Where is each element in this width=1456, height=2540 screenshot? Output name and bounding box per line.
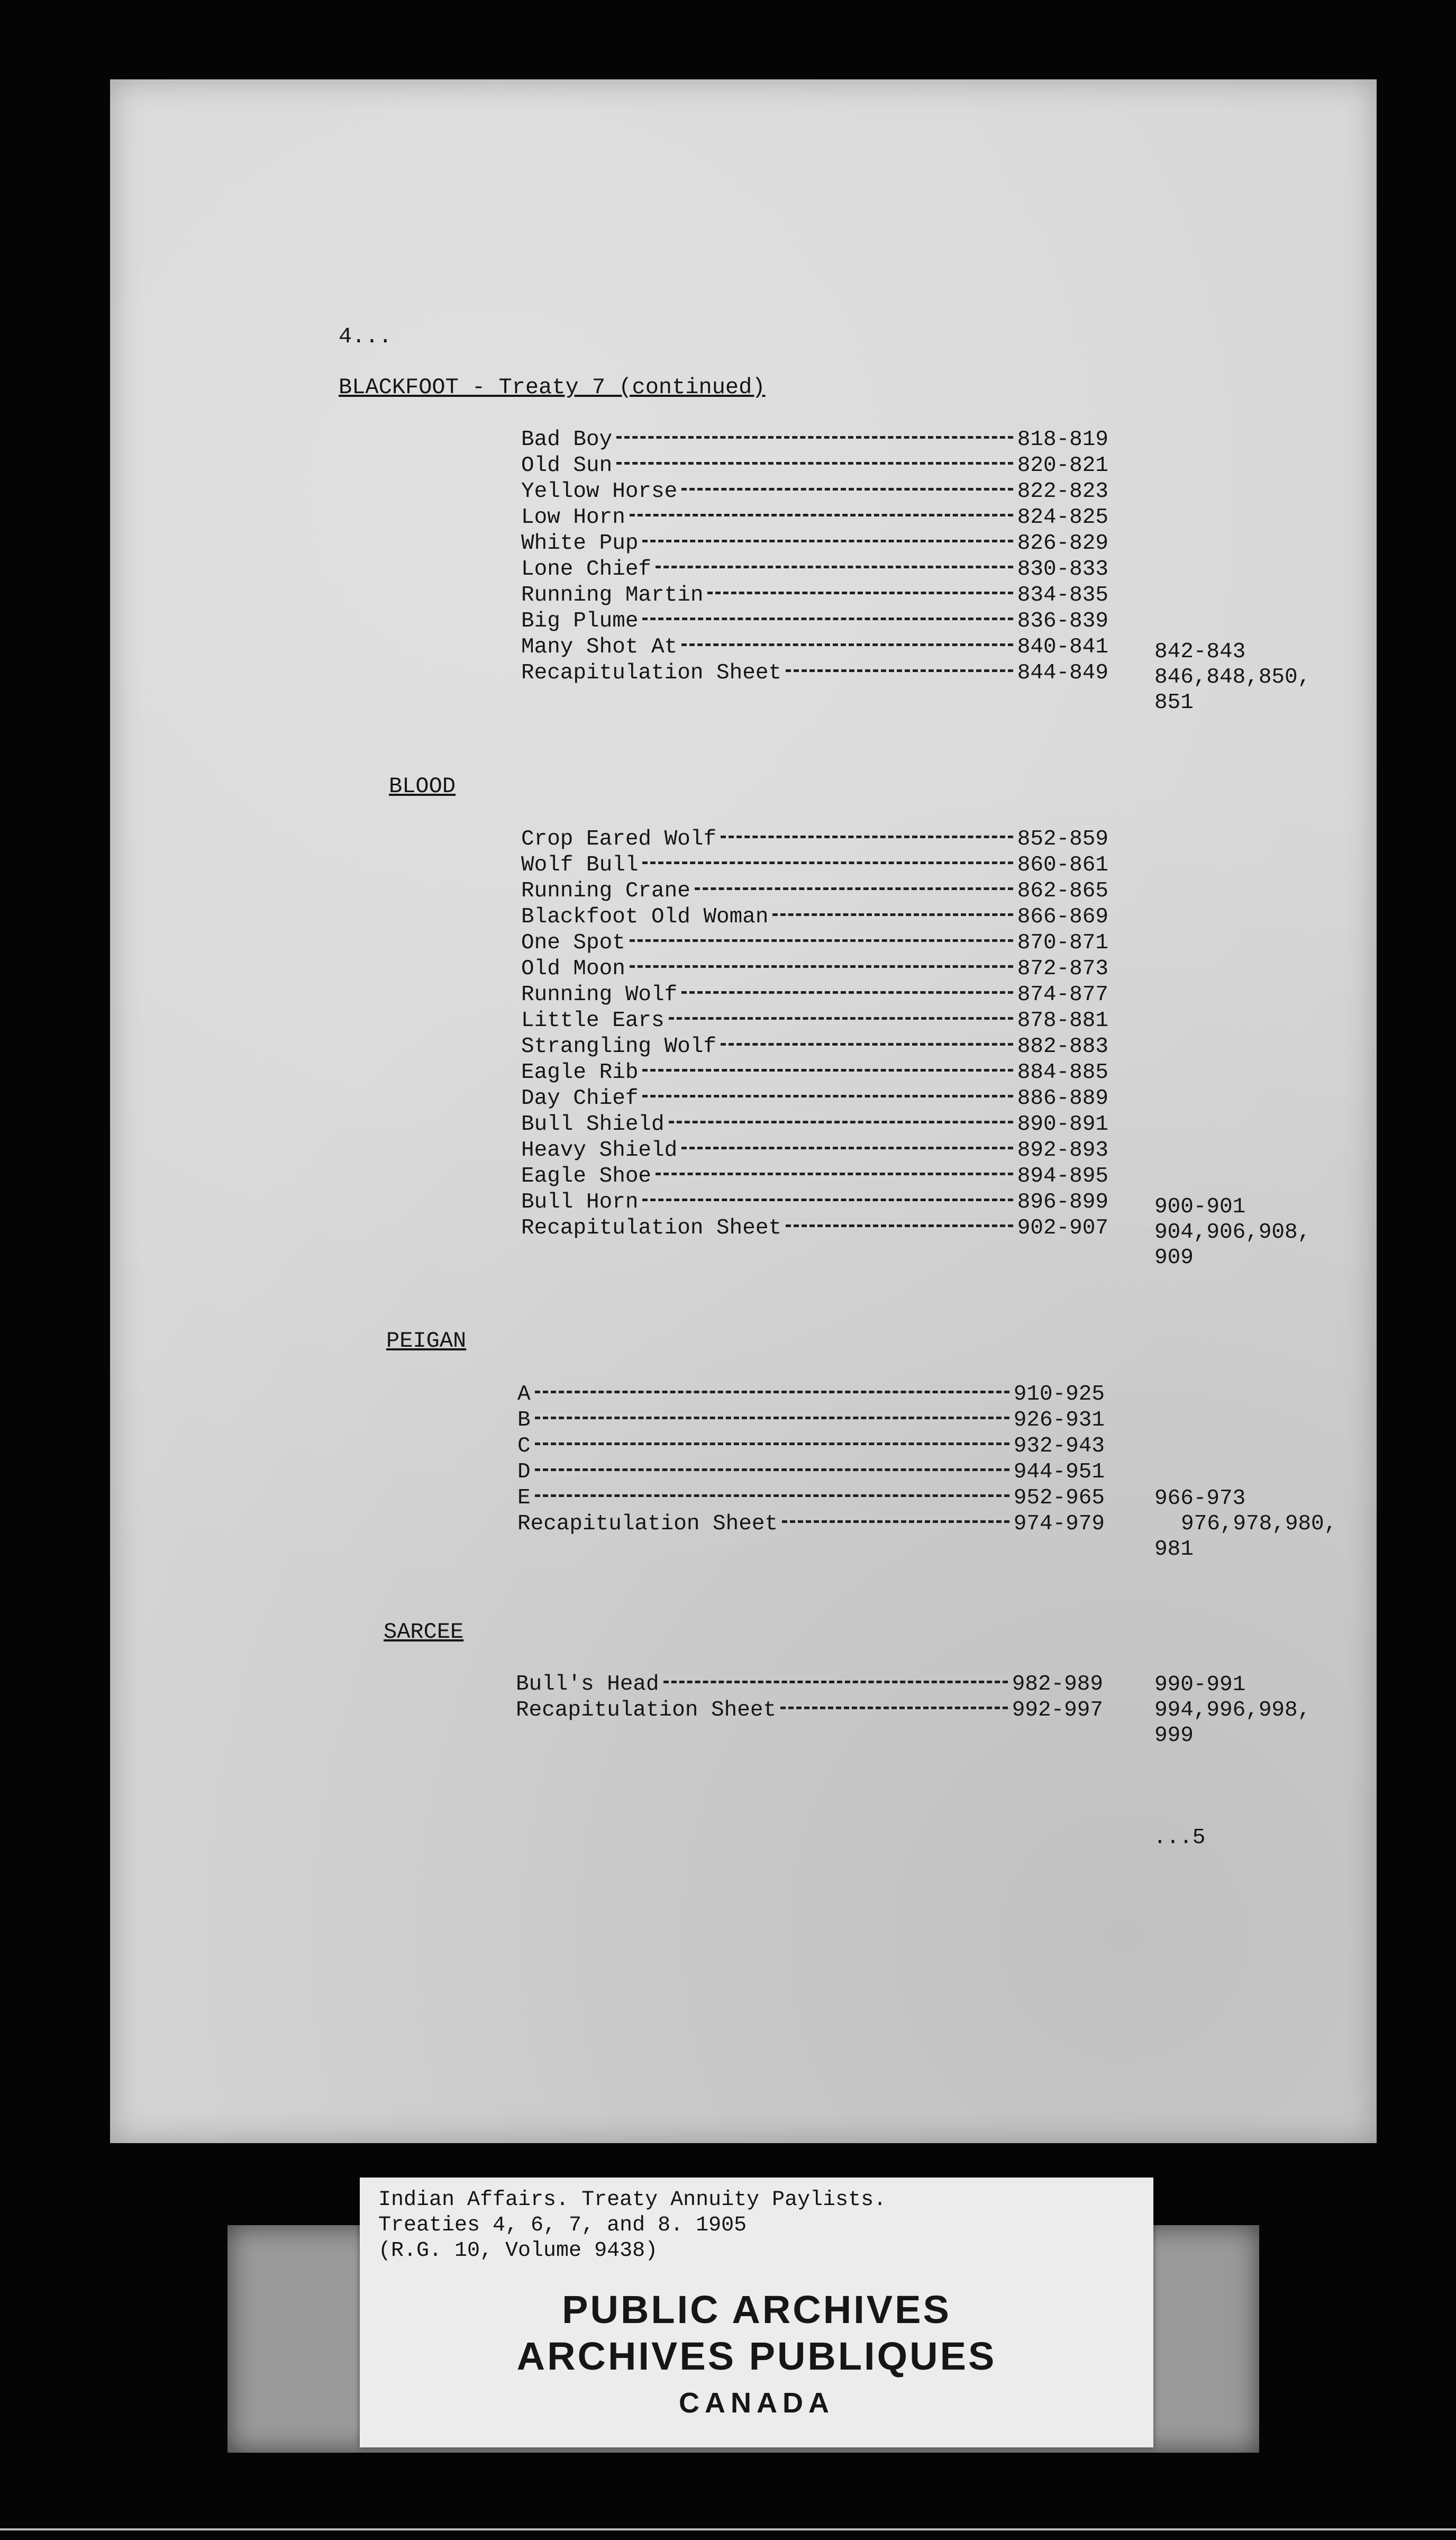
list-item: Bull Horn 896-899 (521, 1190, 1108, 1214)
section-title-blackfoot: BLACKFOOT - Treaty 7 (continued) (339, 375, 766, 400)
list-item: Day Chief 886-889 (521, 1086, 1108, 1111)
list-item: Eagle Shoe 894-895 (521, 1164, 1108, 1189)
list-item: A 910-925 (517, 1382, 1105, 1407)
list-item: C 932-943 (517, 1434, 1105, 1458)
label-line-2: Treaties 4, 6, 7, and 8. 1905 (378, 2214, 747, 2237)
section-heading-sarcee: SARCEE (384, 1619, 464, 1645)
list-item: Recapitulation Sheet 844-849 (521, 661, 1108, 685)
list-item: Running Martin 834-835 (521, 583, 1108, 607)
extra-pages-blackfoot: 842-843 846,848,850, 851 (1154, 640, 1311, 715)
list-item: Many Shot At 840-841 (521, 635, 1108, 659)
page-number: 4... (339, 324, 392, 349)
list-item: Bad Boy 818-819 (521, 428, 1108, 452)
list-item: Recapitulation Sheet 902-907 (521, 1216, 1108, 1240)
list-item: Lone Chief 830-833 (521, 557, 1108, 582)
list-item: E 952-965 (517, 1486, 1105, 1510)
list-item: Big Plume 836-839 (521, 609, 1108, 633)
list-item: Recapitulation Sheet 974-979 (517, 1512, 1105, 1536)
extra-pages-blood: 900-901 904,906,908, 909 (1154, 1195, 1311, 1270)
list-item: Old Moon 872-873 (521, 957, 1108, 981)
stamp-line-1: PUBLIC ARCHIVES (562, 2288, 951, 2332)
list-item: Low Horn 824-825 (521, 505, 1108, 530)
list-item: Running Wolf 874-877 (521, 983, 1108, 1007)
list-item: Eagle Rib 884-885 (521, 1060, 1108, 1085)
list-item: Yellow Horse 822-823 (521, 479, 1108, 504)
list-item: Heavy Shield 892-893 (521, 1138, 1108, 1163)
section-heading-peigan: PEIGAN (386, 1328, 467, 1354)
label-line-1: Indian Affairs. Treaty Annuity Paylists. (378, 2188, 887, 2212)
section-heading-blood: BLOOD (389, 774, 456, 799)
list-item: One Spot 870-871 (521, 931, 1108, 955)
list-item: D 944-951 (517, 1460, 1105, 1484)
list-item: Running Crane 862-865 (521, 879, 1108, 903)
film-edge (0, 2528, 1456, 2530)
extra-pages-sarcee: 990-991 994,996,998, 999 (1154, 1673, 1311, 1748)
list-item: Crop Eared Wolf 852-859 (521, 827, 1108, 851)
label-line-3: (R.G. 10, Volume 9438) (378, 2239, 658, 2263)
stamp-line-3: CANADA (679, 2387, 834, 2419)
list-item: Bull's Head 982-989 (516, 1672, 1103, 1697)
extra-pages-peigan: 966-973 976,978,980, 981 (1154, 1486, 1337, 1562)
list-item: Strangling Wolf 882-883 (521, 1035, 1108, 1059)
list-item: Recapitulation Sheet 992-997 (516, 1698, 1103, 1722)
list-item: Bull Shield 890-891 (521, 1112, 1108, 1137)
list-item: Old Sun 820-821 (521, 453, 1108, 478)
list-item: White Pup 826-829 (521, 531, 1108, 556)
list-item: B 926-931 (517, 1408, 1105, 1432)
list-item: Little Ears 878-881 (521, 1009, 1108, 1033)
stamp-line-2: ARCHIVES PUBLIQUES (516, 2334, 997, 2378)
list-item: Blackfoot Old Woman 866-869 (521, 905, 1108, 929)
list-item: Wolf Bull 860-861 (521, 853, 1108, 877)
continued-marker: ...5 (1153, 1826, 1206, 1850)
